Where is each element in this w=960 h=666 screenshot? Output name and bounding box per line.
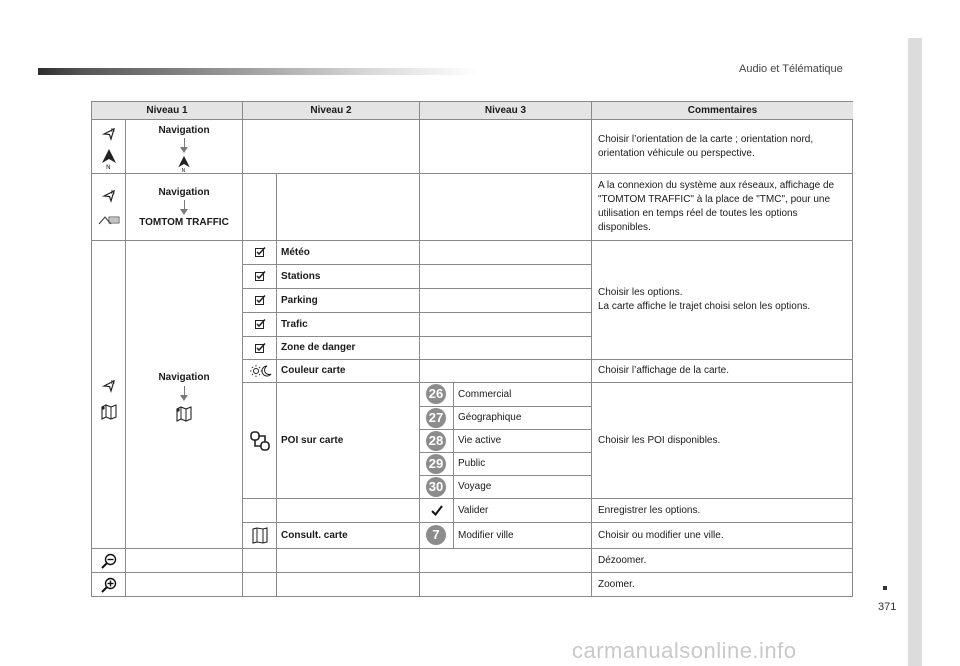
zoom-level3-cell	[420, 573, 592, 597]
map-menu-icon	[100, 404, 118, 420]
valider-label[interactable]: Valider	[454, 499, 592, 523]
menu-table	[91, 101, 853, 597]
option-icon-cell	[243, 265, 277, 289]
row2-level1-cell	[126, 174, 243, 241]
north-arrow-icon	[176, 155, 192, 173]
map-book-icon	[252, 527, 268, 544]
checkbox-icon	[255, 319, 266, 330]
svg-text:N: N	[106, 164, 111, 170]
poi-badge-cell	[420, 430, 454, 453]
page-number: 371	[878, 601, 897, 613]
option-level3-cell	[420, 265, 592, 289]
option-icon-cell	[243, 289, 277, 313]
nav-label: Navigation	[158, 125, 210, 136]
row1-icon-cell	[92, 120, 126, 174]
option-level3-cell	[420, 313, 592, 337]
options-comment: Choisir les options. La carte affiche le trajet choisi selon les options.	[592, 241, 853, 360]
poi-icon-cell	[243, 383, 277, 499]
step-badge: 28	[426, 431, 446, 451]
consult-comment: Choisir ou modifier une ville.	[592, 523, 853, 549]
poi-badge-cell	[420, 476, 454, 499]
nav-label: Navigation	[158, 187, 210, 198]
arrow-down-icon	[180, 147, 188, 153]
checkmark-icon	[431, 505, 443, 516]
step-badge: 30	[426, 477, 446, 497]
page-header-title: Audio et Télématique	[739, 63, 843, 75]
valider-icon-cell	[243, 499, 277, 523]
valider-check-cell	[420, 499, 454, 523]
option-icon-cell	[243, 241, 277, 265]
compass-icon	[101, 188, 117, 204]
zoom-level1-cell	[126, 573, 243, 597]
svg-text:N: N	[111, 128, 115, 134]
row1-level3-cell	[420, 120, 592, 174]
consult-carte-label[interactable]: Consult. carte	[277, 523, 420, 549]
header-niveau-3: Niveau 3	[420, 102, 592, 120]
tomtom-traffic-label: TOMTOM TRAFFIC	[139, 217, 229, 228]
dezoom-level3-cell	[420, 549, 592, 573]
poi-vie-active[interactable]: Vie active	[454, 430, 592, 453]
option-icon-cell	[243, 313, 277, 337]
row1-level2-cell	[243, 120, 420, 174]
row1-comment: Choisir l’orientation de la carte ; orientation nord, orientation véhicule ou perspective.	[592, 120, 853, 174]
day-night-icon	[250, 364, 272, 378]
couleur-level3-cell	[420, 360, 592, 383]
step-badge: 7	[426, 525, 446, 545]
row2-level2-icon-cell	[243, 174, 277, 241]
poi-public[interactable]: Public	[454, 453, 592, 476]
option-meteo[interactable]: Météo	[277, 241, 420, 265]
option-level3-cell	[420, 289, 592, 313]
consult-badge-cell	[420, 523, 454, 549]
step-badge: 29	[426, 454, 446, 474]
poi-icon	[250, 431, 270, 451]
option-stations[interactable]: Stations	[277, 265, 420, 289]
option-level3-cell	[420, 337, 592, 360]
poi-geographique[interactable]: Géographique	[454, 407, 592, 430]
dezoom-comment: Dézoomer.	[592, 549, 853, 573]
option-trafic[interactable]: Trafic	[277, 313, 420, 337]
dezoom-level2-icon-cell	[243, 549, 277, 573]
modifier-ville-label[interactable]: Modifier ville	[454, 523, 592, 549]
poi-commercial[interactable]: Commercial	[454, 383, 592, 407]
svg-text:N: N	[111, 190, 115, 196]
row2-level3-cell	[420, 174, 592, 241]
svg-text:N: N	[111, 380, 115, 386]
compass-icon	[101, 126, 117, 142]
consult-icon-cell	[243, 523, 277, 549]
compass-icon	[101, 378, 117, 394]
step-badge: 27	[426, 408, 446, 428]
svg-text:N: N	[181, 168, 186, 173]
poi-badge-cell	[420, 453, 454, 476]
header-niveau-1: Niveau 1	[92, 102, 243, 120]
zoom-level2-cell	[277, 573, 420, 597]
checkbox-icon	[255, 343, 266, 354]
row3-icon-cell	[92, 241, 126, 549]
option-parking[interactable]: Parking	[277, 289, 420, 313]
nav-label: Navigation	[158, 372, 210, 383]
row2-icon-cell	[92, 174, 126, 241]
poi-badge-cell	[420, 383, 454, 407]
dezoom-icon-cell	[92, 549, 126, 573]
dezoom-level1-cell	[126, 549, 243, 573]
option-icon-cell	[243, 337, 277, 360]
arrow-down-icon	[180, 395, 188, 401]
couleur-icon-cell	[243, 360, 277, 383]
couleur-carte-label[interactable]: Couleur carte	[277, 360, 420, 383]
zoom-comment: Zoomer.	[598, 579, 635, 590]
zoom-in-icon[interactable]	[101, 577, 117, 593]
option-level3-cell	[420, 241, 592, 265]
arrow-down-icon	[180, 209, 188, 215]
dezoom-level2-cell	[277, 549, 420, 573]
row1-level1-cell	[126, 120, 243, 174]
couleur-comment: Choisir l’affichage de la carte.	[592, 360, 853, 383]
checkbox-icon	[255, 247, 266, 258]
poi-sur-carte-label[interactable]: POI sur carte	[277, 383, 420, 499]
checkbox-icon	[255, 295, 266, 306]
side-strip	[908, 38, 922, 666]
row2-level2-cell	[277, 174, 420, 241]
header-commentaires: Commentaires	[592, 102, 853, 120]
zoom-out-icon[interactable]	[101, 553, 117, 569]
checkbox-icon	[255, 271, 266, 282]
valider-comment: Enregistrer les options.	[592, 499, 853, 523]
row3-level1-cell	[126, 241, 243, 549]
poi-comment: Choisir les POI disponibles.	[592, 383, 853, 499]
option-zone-de-danger[interactable]: Zone de danger	[277, 337, 420, 360]
page-marker	[883, 586, 887, 590]
zoom-icon-cell	[92, 573, 126, 597]
zoom-level2-icon-cell	[243, 573, 277, 597]
step-badge: 26	[426, 384, 446, 404]
north-arrow-icon	[100, 148, 118, 170]
valider-level2-cell	[277, 499, 420, 523]
header-niveau-2: Niveau 2	[243, 102, 420, 120]
poi-badge-cell	[420, 407, 454, 430]
poi-voyage[interactable]: Voyage	[454, 476, 592, 499]
map-menu-icon	[175, 406, 193, 422]
row2-comment: A la connexion du système aux réseaux, affichage de "TOMTOM TRAFFIC" à la place de "TMC", pour une utilisation en temps réel de toutes les options disponibles.	[592, 174, 853, 241]
traffic-icon	[97, 214, 121, 226]
watermark: carmanualsonline.info	[572, 638, 797, 663]
header-gradient-bar	[38, 68, 478, 75]
